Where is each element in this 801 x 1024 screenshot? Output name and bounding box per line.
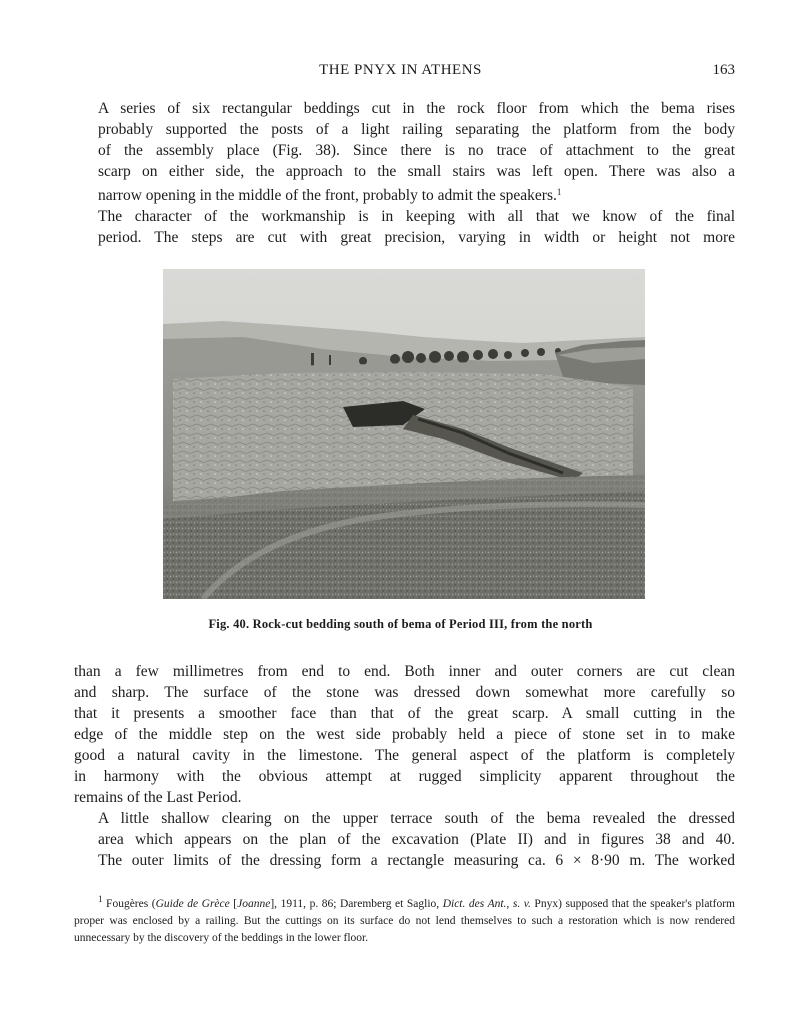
paragraph-railing [74, 98, 735, 206]
text-line: probably supported the posts of a light railing separating the platform from the body [98, 121, 735, 138]
footnote-segment: Pnyx) supposed that the speaker's platform proper was enclosed by a railing. But the cuttings on its surface do not lend themselves to such a restoration which is now rendered unnecessary by the discovery of the beddings in the lower floor. [74, 898, 735, 944]
text-line: scarp on either side, the approach to the small stairs was left open. There was also a [98, 163, 735, 180]
footnote [74, 891, 735, 947]
footnote-title-italic: Joanne [237, 898, 271, 910]
running-header: THE PNYX IN ATHENS [319, 62, 482, 78]
text-line: period. The steps are cut with great precision, varying in width or height not more [98, 229, 735, 246]
text-block-top [74, 98, 735, 248]
page-number: 163 [712, 62, 735, 78]
text-line: in harmony with the obvious attempt at rugged simplicity apparent throughout the [74, 768, 735, 785]
footnote-marker: 1 [98, 894, 103, 904]
text-line: edge of the middle step on the west side probably held a piece of stone set in to make [74, 726, 735, 743]
text-line: A series of six rectangular beddings cut in the rock floor from which the bema rises [98, 100, 735, 117]
footnote-segment: Fougères ( [106, 898, 156, 910]
text-line: A little shallow clearing on the upper terrace south of the bema revealed the dressed [98, 810, 735, 827]
figure-photo-rock-cut-bedding [163, 269, 645, 599]
text-line: The outer limits of the dressing form a rectangle measuring ca. 6 × 8·90 m. The worked [98, 852, 735, 869]
footnote-text [74, 891, 735, 947]
paragraph-upper-terrace [74, 808, 735, 871]
text-line-content: narrow opening in the middle of the front, probably to admit the speakers. [98, 187, 557, 204]
paragraph-workmanship-continued [74, 661, 735, 808]
text-line: that it presents a smoother face than that of the great scarp. A small cutting in the [74, 705, 735, 722]
text-line: area which appears on the plan of the excavation (Plate II) and in figures 38 and 40. [98, 831, 735, 848]
text-block-bottom [74, 661, 735, 871]
text-line [74, 182, 735, 206]
footnote-title-italic: Dict. des Ant., s. v. [442, 898, 531, 910]
text-line: The character of the workmanship is in keeping with all that we know of the final [98, 208, 735, 225]
photo-illustration [163, 269, 645, 599]
footnote-segment: ], 1911, p. 86; Daremberg et Saglio, [270, 898, 443, 910]
footnote-reference[interactable]: 1 [556, 187, 562, 197]
text-line: than a few millimetres from end to end. Both inner and outer corners are cut clean [74, 663, 735, 680]
figure-caption: Fig. 40. Rock-cut bedding south of bema of Period III, from the north [208, 617, 593, 631]
footnote-title-italic: Guide de Grèce [155, 898, 230, 910]
paragraph-workmanship [74, 206, 735, 248]
text-line: remains of the Last Period. [74, 789, 242, 806]
footnote-segment: [ [229, 898, 238, 910]
text-line: of the assembly place (Fig. 38). Since there is no trace of attachment to the great [98, 142, 735, 159]
text-line: good a natural cavity in the limestone. The general aspect of the platform is completely [74, 747, 735, 764]
text-line: and sharp. The surface of the stone was dressed down somewhat more carefully so [74, 684, 735, 701]
